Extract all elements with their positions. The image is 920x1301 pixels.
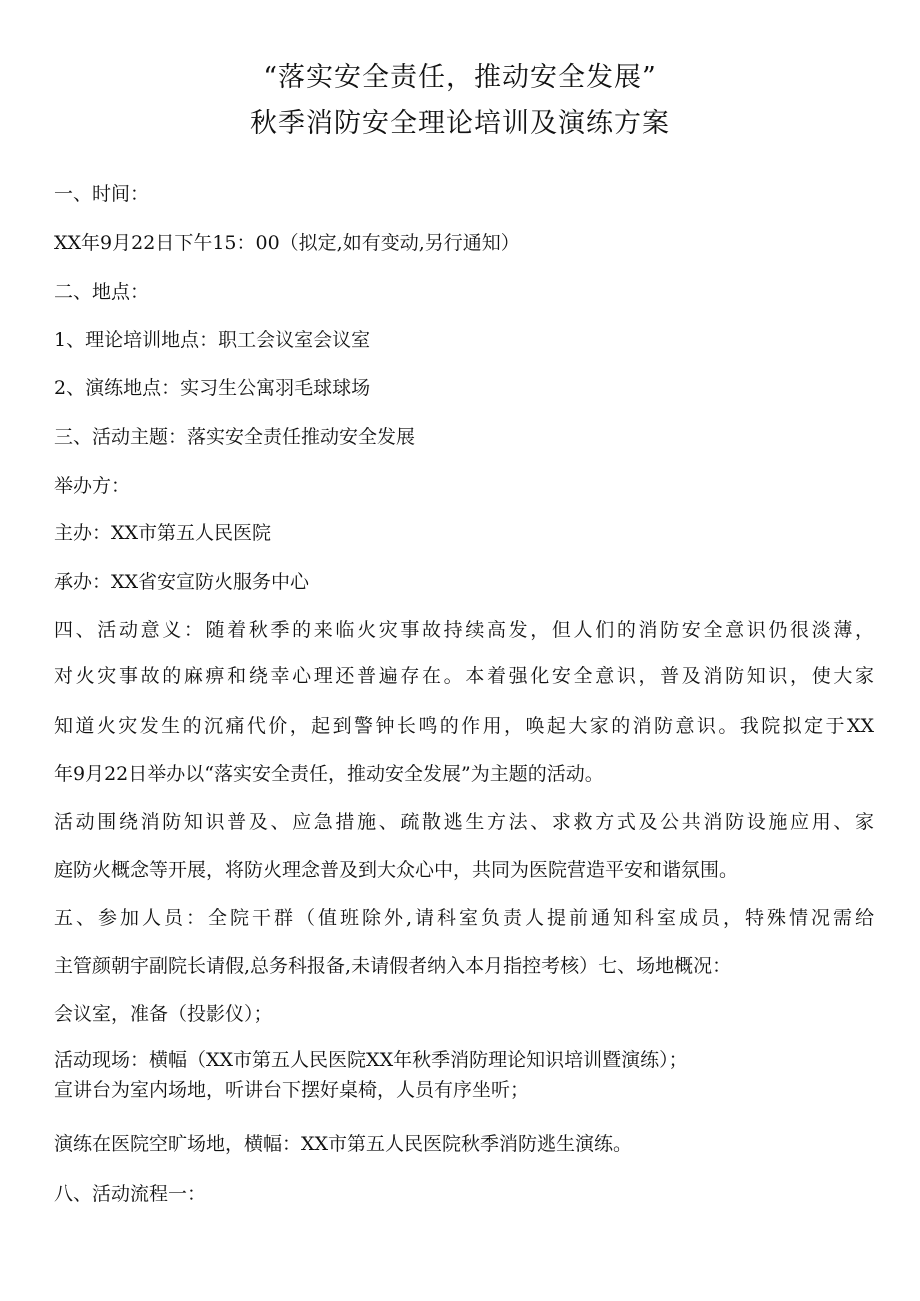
time-detail: XX年9月22日下午15：00（拟定,如有变动,另行通知） (54, 232, 520, 254)
significance-line-4: 年9月22日举办以“落实安全责任，推动安全发展”为主题的活动。 (54, 763, 604, 785)
location-training: 1、理论培训地点：职工会议室会议室 (54, 329, 371, 351)
organizer-heading: 举办方： (54, 475, 131, 497)
significance-line-2: 对火灾事故的麻痹和绕幸心理还普遍存在。本着强化安全意识，普及消防知识，使大家 (54, 665, 874, 687)
venue-meeting-room: 会议室，准备（投影仪）； (54, 1003, 273, 1025)
significance-line-3: 知道火灾发生的沉痛代价，起到警钟长鸣的作用，唤起大家的消防意识。我院拟定于XX (54, 715, 874, 737)
venue-drill: 演练在医院空旷场地，横幅：XX市第五人民医院秋季消防逃生演练。 (54, 1133, 633, 1155)
activity-scope-line-2: 庭防火概念等开展，将防火理念普及到大众心中，共同为医院营造平安和谐氛围。 (54, 859, 739, 881)
document-title-line-1: “落实安全责任，推动安全发展” (263, 62, 657, 93)
organizer-host: 主办：XX市第五人民医院 (54, 522, 272, 544)
activity-scope-line-1: 活动围绕消防知识普及、应急措施、疏散逃生方法、求救方式及公共消防设施应用、家 (54, 811, 874, 833)
section-heading-time: 一、时间： (54, 183, 150, 205)
section-heading-theme: 三、活动主题：落实安全责任推动安全发展 (54, 426, 416, 448)
section-heading-location: 二、地点： (54, 281, 150, 303)
participants-line-1: 五、参加人员：全院干群（值班除外,请科室负责人提前通知科室成员，特殊情况需给 (54, 907, 874, 929)
section-heading-process: 八、活动流程一： (54, 1183, 207, 1205)
participants-line-2: 主管颜朝宇副院长请假,总务科报备,未请假者纳入本月指控考核）七、场地概况： (54, 955, 732, 977)
document-title-line-2: 秋季消防安全理论培训及演练方案 (250, 108, 670, 139)
significance-line-1: 四、活动意义：随着秋季的来临火灾事故持续高发，但人们的消防安全意识仍很淡薄， (54, 619, 874, 641)
venue-site-banner: 活动现场：横幅（XX市第五人民医院XX年秋季消防理论知识培训暨演练）； (54, 1049, 688, 1071)
venue-podium: 宣讲台为室内场地，听讲台下摆好桌椅，人员有序坐听； (54, 1079, 530, 1101)
organizer-undertaker: 承办：XX省安宣防火服务中心 (54, 571, 310, 593)
location-drill: 2、演练地点：实习生公寓羽毛球球场 (54, 377, 371, 399)
